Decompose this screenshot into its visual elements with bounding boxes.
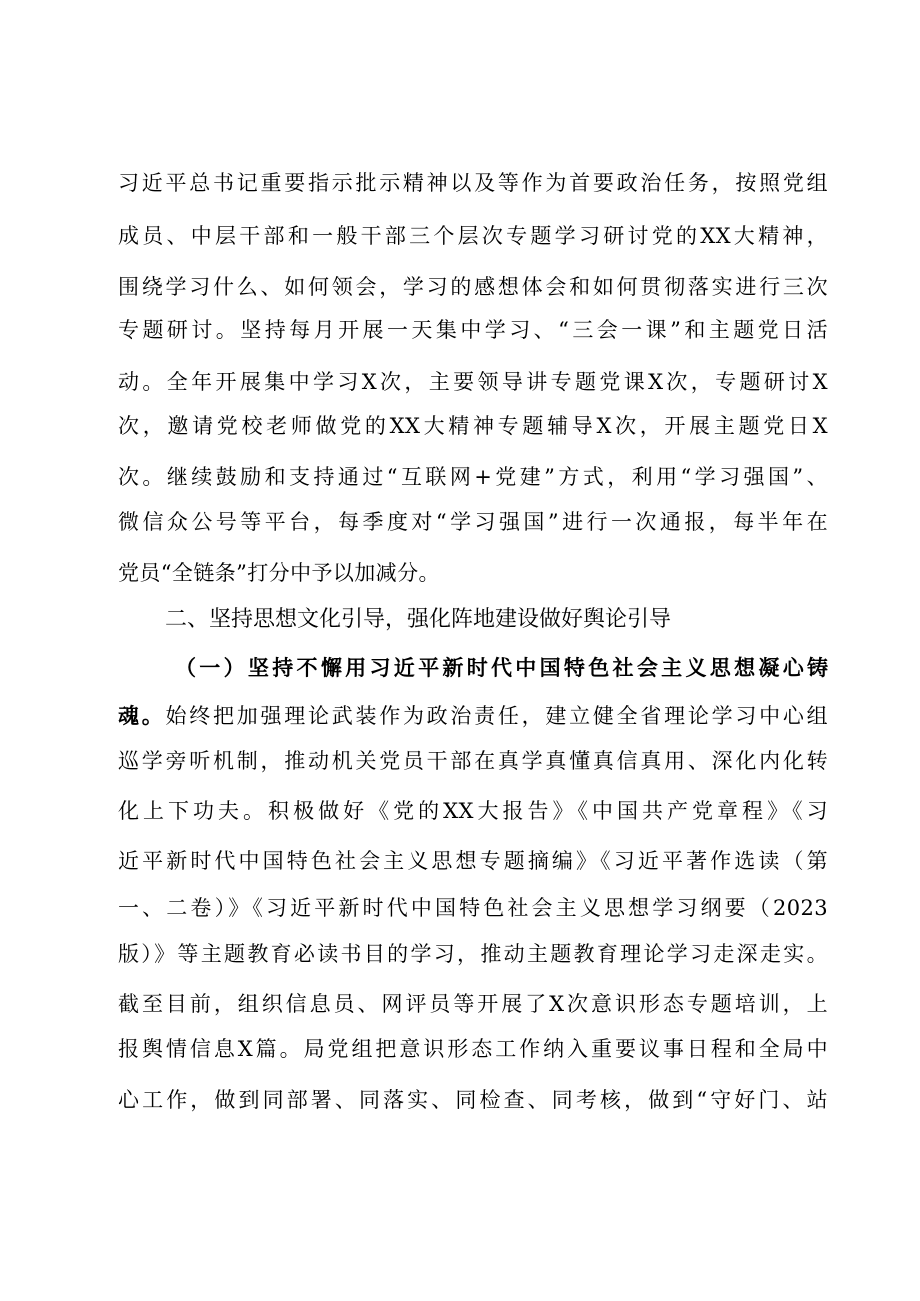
body-text-line: 党员“全链条”打分中予以加减分。 (118, 561, 440, 585)
body-text-line: 截至目前，组织信息员、网评员等开展了X次意识形态专题培训，上 (118, 992, 828, 1016)
body-text-line: 一、二卷）》《习近平新时代中国特色社会主义思想学习纲要（2023 (118, 896, 828, 920)
body-text-line: 近平新时代中国特色社会主义思想专题摘编》《习近平著作选读（第 (118, 849, 828, 873)
body-text-line: 专题研讨。坚持每月开展一天集中学习、“三会一课”和主题党日活 (118, 318, 828, 342)
body-text-line: 成员、中层干部和一般干部三个层次专题学习研讨党的XX大精神， (118, 224, 828, 248)
body-text-line: 次，邀请党校老师做党的XX大精神专题辅导X次，开展主题党日X (118, 414, 828, 438)
body-text-line: 围绕学习什么、如何领会，学习的感想体会和如何贯彻落实进行三次 (118, 275, 828, 299)
body-text-line: 巡学旁听机制，推动机关党员干部在真学真懂真信真用、深化内化转 (118, 749, 828, 773)
body-text-line (118, 701, 828, 731)
body-text-line: 微信众公号等平台，每季度对“学习强国”进行一次通报，每半年在 (118, 510, 828, 534)
body-text-line: 习近平总书记重要指示批示精神以及等作为首要政治任务，按照党组 (118, 171, 828, 195)
body-text-line: 心工作，做到同部署、同落实、同检查、同考核，做到“守好门、站 (118, 1088, 828, 1112)
body-text-line: 动。全年开展集中学习X次，主要领导讲专题党课X次，专题研讨X (118, 370, 828, 394)
body-text-line: 报舆情信息X篇。局党组把意识形态工作纳入重要议事日程和全局中 (118, 1037, 828, 1061)
section-heading: 二、坚持思想文化引导，强化阵地建设做好舆论引导 (165, 607, 672, 632)
body-text-line: 版）》等主题教育必读书目的学习，推动主题教育理论学习走深走实。 (118, 942, 828, 966)
body-text-line: 化上下功夫。积极做好《党的XX大报告》《中国共产党章程》《习 (118, 799, 828, 823)
body-text-line: 次。继续鼓励和支持通过“互联网+党建”方式，利用“学习强国”、 (118, 465, 828, 489)
subsection-heading: （一）坚持不懈用习近平新时代中国特色社会主义思想凝心铸 (175, 656, 828, 680)
subsection-heading-end: 魂。 (118, 704, 166, 728)
body-text-span: 始终把加强理论武装作为政治责任，建立健全省理论学习中心组 (165, 704, 828, 728)
